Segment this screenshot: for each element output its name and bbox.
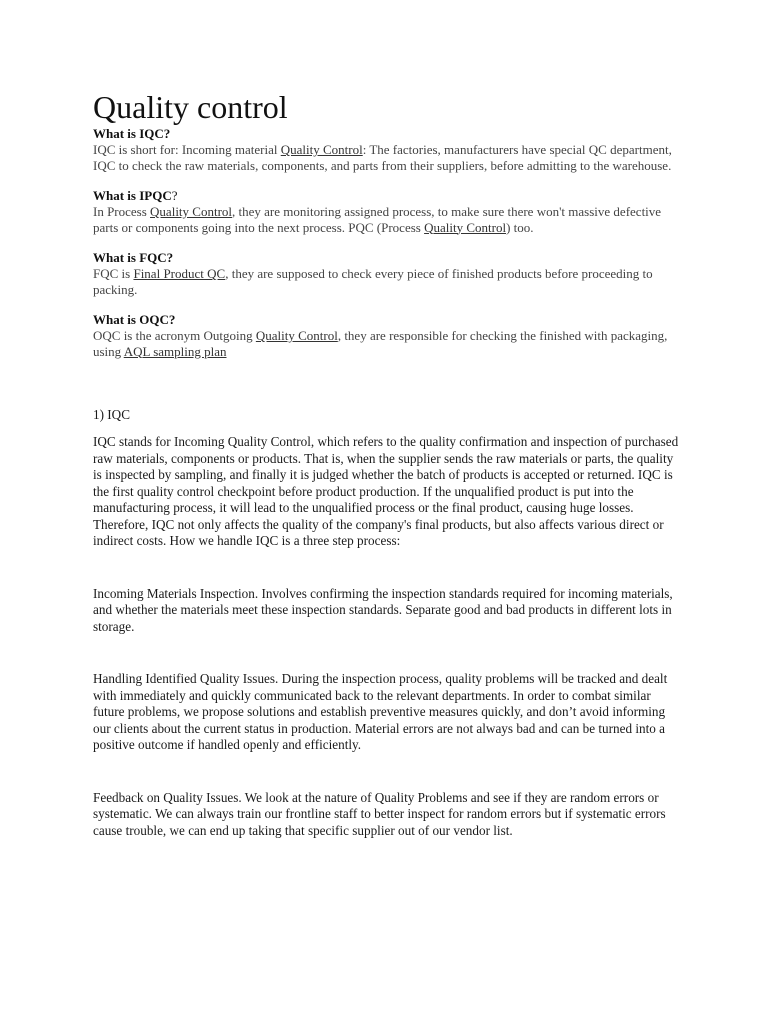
section-heading: 1) IQC <box>93 407 130 422</box>
paragraph-feedback: Feedback on Quality Issues. We look at the nature of Quality Problems and see if they are random errors or systematic. We can always train our frontline staff to better inspect for random errors but if systematic errors cause trouble, we can end up taking that specific supplier out of our vendor list. <box>93 789 666 838</box>
faq-ipqc <box>93 188 683 235</box>
faq-question: What is IQC? <box>93 126 171 141</box>
answer-text: , they are responsible for checking the finished with packaging, using <box>93 328 668 359</box>
faq-question: What is IPQC? <box>93 188 178 203</box>
paragraph-handling-issues: Handling Identified Quality Issues. During the inspection process, quality problems will be tracked and dealt with immediately and quickly communicated back to the relevant departments. In order to combat similar future problems, we propose solutions and establish preventive measures quickly, and don’t avoid informing our clients about the current status in production. Material errors are not always bad and can be turned into a positive outcome if handled openly and efficiently. <box>93 671 668 752</box>
faq-answer <box>93 266 683 297</box>
answer-text: FQC is <box>93 266 134 281</box>
answer-text: OQC is the acronym Outgoing <box>93 328 256 343</box>
faq-fqc <box>93 250 683 297</box>
document-page <box>93 88 683 839</box>
aql-sampling-plan-link[interactable]: AQL sampling plan <box>123 343 227 359</box>
paragraph-incoming-inspection: Incoming Materials Inspection. Involves confirming the inspection standards required for incoming materials, and whether the materials meet these inspection standards. Separate good and bad products in different lots in storage. <box>93 585 673 634</box>
answer-text: In Process <box>93 204 151 219</box>
quality-control-link[interactable]: Quality Control <box>255 328 338 343</box>
answer-text: , they are monitoring assigned process, to make sure there won't massive defective parts or components going into the next process. PQC (Process <box>93 204 662 235</box>
paragraph-iqc-intro: IQC stands for Incoming Quality Control, which refers to the quality confirmation and inspection of purchased raw materials, components or products. That is, when the supplier sends the raw materials or parts, the quality is inspected by sampling, and finally it is judged whether the batch of products is accepted or returned. IQC is the first quality control checkpoint before product production. If the unqualified product is put into the manufacturing process, it will lead to the unqualified process or the final product, causing huge losses. Therefore, IQC not only affects the quality of the company's final products, but also affects various direct or indirect costs. How we handle IQC is a three step process: <box>93 434 679 548</box>
faq-answer <box>93 204 683 235</box>
answer-text: ) too. <box>506 219 534 235</box>
answer-text: , they are supposed to check every piece of finished products before proceeding to packing. <box>93 266 653 297</box>
faq-question: What is OQC? <box>93 312 176 327</box>
faq-oqc <box>93 312 683 359</box>
quality-control-link[interactable]: Quality Control <box>280 142 363 157</box>
faq-answer <box>93 142 683 173</box>
faq-answer <box>93 328 683 359</box>
faq-question: What is FQC? <box>93 250 174 265</box>
answer-text: IQC is short for: Incoming material <box>93 142 281 157</box>
answer-text: : The factories, manufacturers have special QC department, IQC to check the raw materials, components, and parts from their suppliers, before admitting to the warehouse. <box>93 142 672 173</box>
document-title: Quality control <box>93 89 288 125</box>
quality-control-link[interactable]: Quality Control <box>424 219 507 235</box>
final-product-qc-link[interactable]: Final Product QC <box>133 266 226 281</box>
quality-control-link[interactable]: Quality Control <box>150 204 233 219</box>
faq-iqc <box>93 126 683 173</box>
